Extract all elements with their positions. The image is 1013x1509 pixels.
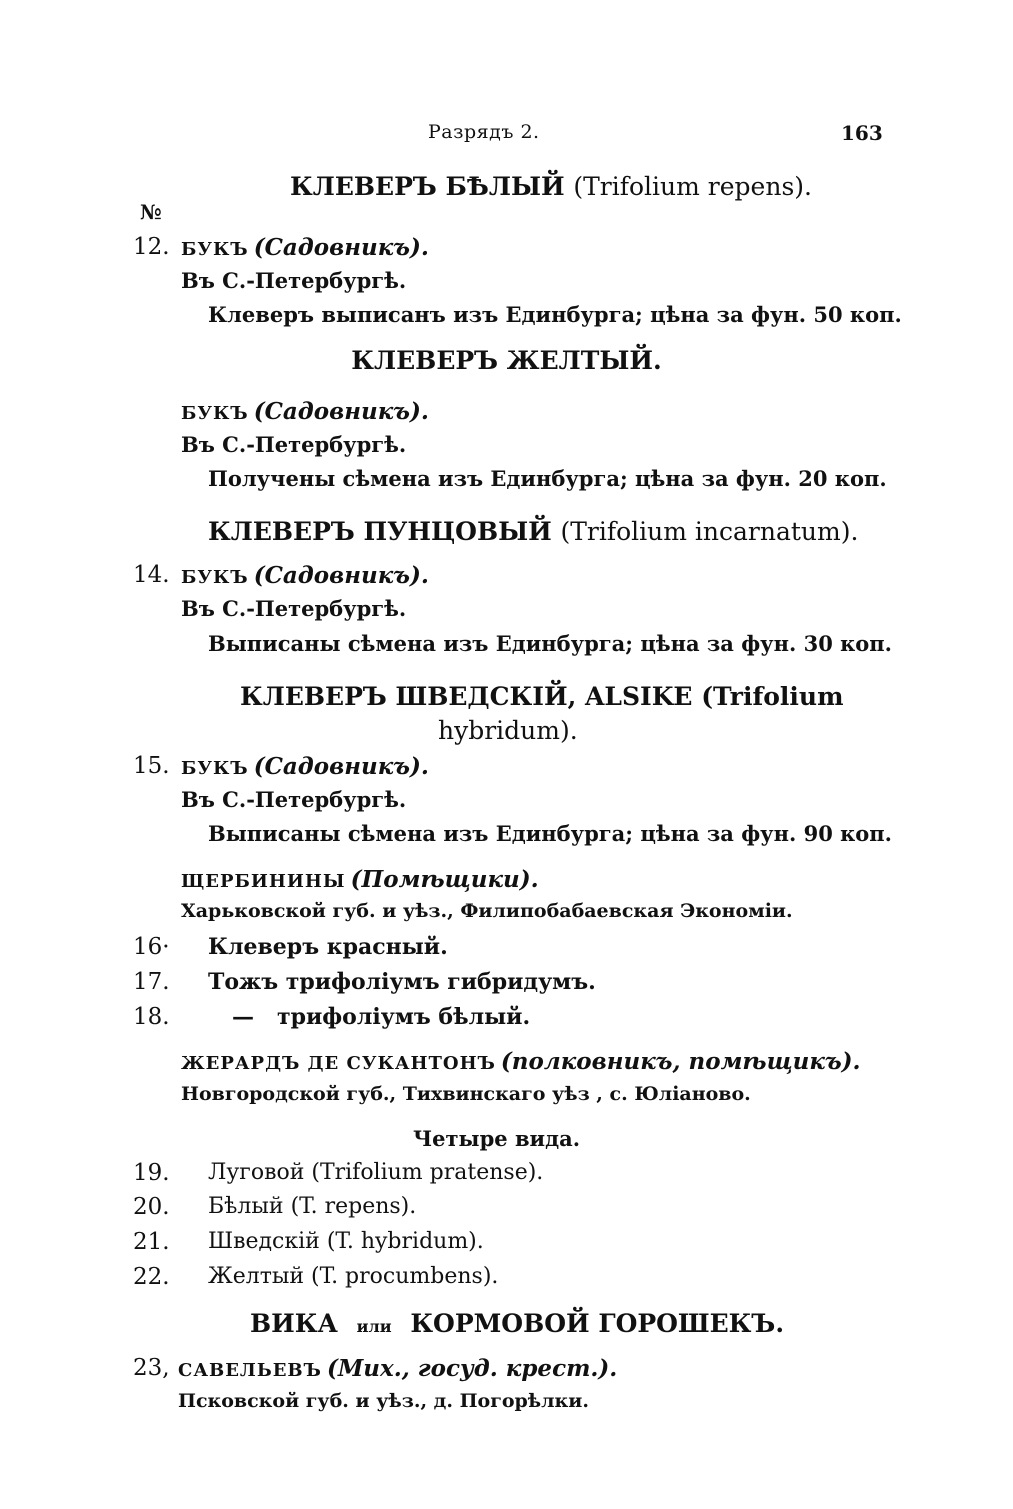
entry-place: Въ С.-Петербургѣ. [181,432,407,457]
item-number: 21. [133,1229,170,1255]
item-number: 17. [133,969,170,995]
item-text: Бѣлый (T. repens). [208,1194,417,1219]
heading-clover-yellow: КЛЕВЕРЪ ЖЕЛТЫЙ. [351,346,662,375]
entry-note: Выписаны сѣмена изъ Единбурга; цѣна за фун. 90 коп. [208,821,892,846]
item-number: 22. [133,1264,170,1290]
heading-vetch [250,1309,784,1338]
item-text: Луговой (Trifolium pratense). [208,1160,544,1185]
entry-number: 15. [133,753,170,779]
subheading: Четыре вида. [413,1126,581,1151]
entry-number: 14. [133,562,170,588]
heading-latin: (Trifolium repens). [573,172,812,201]
heading-text: КЛЕВЕРЪ БѢЛЫЙ [290,172,565,201]
entry-role: (Садовникъ). [253,562,429,589]
entry-role: (Садовникъ). [253,753,429,780]
item-text: Шведскій (T. hybridum). [208,1229,484,1254]
heading-text: ВИКА [250,1309,338,1338]
entry-role: (полковникъ, помѣщикъ). [500,1048,861,1075]
entry-note: Выписаны сѣмена изъ Единбурга; цѣна за фун. 30 коп. [208,631,892,656]
entry-name-line [181,234,429,261]
page-number: 163 [841,121,883,145]
entry-role: (Мих., госуд. крест.). [326,1355,618,1382]
item-text: — трифоліумъ бѣлый. [232,1004,531,1030]
entry-name-line [181,398,429,425]
item-text: Желтый (T. procumbens). [208,1264,499,1289]
entry-name: ЖЕРАРДЪ ДЕ СУКАНТОНЪ [181,1053,496,1074]
entry-note: Получены сѣмена изъ Единбурга; цѣна за фун. 20 коп. [208,466,887,491]
item-number: 18. [133,1004,170,1030]
entry-name: САВЕЛЬЕВЪ [178,1360,322,1381]
entry-place: Новгородской губ., Тихвинскаго уѣз , с. Юліаново. [181,1083,751,1105]
number-symbol: № [140,200,162,224]
item-number: 19. [133,1160,170,1186]
item-number: 20. [133,1194,170,1220]
entry-role: (Садовникъ). [253,398,429,425]
entry-name-line [178,1355,617,1382]
heading-clover-swedish-line2: hybridum). [438,716,578,745]
item-text: Клеверъ красный. [208,934,448,960]
entry-name-line [181,753,429,780]
entry-role: (Помѣщики). [350,866,539,893]
item-text: Тожъ трифоліумъ гибридумъ. [208,969,596,995]
entry-name: БУКЪ [181,403,249,424]
heading-clover-crimson [208,517,858,546]
entry-place: Въ С.-Петербургѣ. [181,787,407,812]
heading-text: КОРМОВОЙ ГОРОШЕКЪ. [410,1309,785,1338]
entry-name-line [181,1048,861,1075]
heading-text: КЛЕВЕРЪ ПУНЦОВЫЙ [208,517,552,546]
entry-name: ЩЕРБИНИНЫ [181,871,346,892]
heading-conjunction: или [356,1317,392,1336]
entry-place: Въ С.-Петербургѣ. [181,596,407,621]
entry-name: БУКЪ [181,758,249,779]
entry-name: БУКЪ [181,239,249,260]
entry-note: Клеверъ выписанъ изъ Единбурга; цѣна за фун. 50 коп. [208,302,902,327]
entry-place: Псковской губ. и уѣз., д. Погорѣлки. [178,1390,589,1412]
entry-name: БУКЪ [181,567,249,588]
entry-place: Въ С.-Петербургѣ. [181,268,407,293]
running-head: Разрядъ 2. [428,121,540,143]
entry-number: 23, [133,1355,170,1381]
entry-name-line [181,866,539,893]
heading-clover-swedish-line1: КЛЕВЕРЪ ШВЕДСКІЙ, ALSIKE (Trifolium [240,682,844,711]
entry-role: (Садовникъ). [253,234,429,261]
entry-name-line [181,562,429,589]
entry-number: 12. [133,234,170,260]
item-number: 16· [133,934,170,960]
heading-latin: (Trifolium incarnatum). [560,517,859,546]
entry-place: Харьковской губ. и уѣз., Филипобабаевская Экономіи. [181,900,793,922]
heading-clover-white [290,172,812,201]
